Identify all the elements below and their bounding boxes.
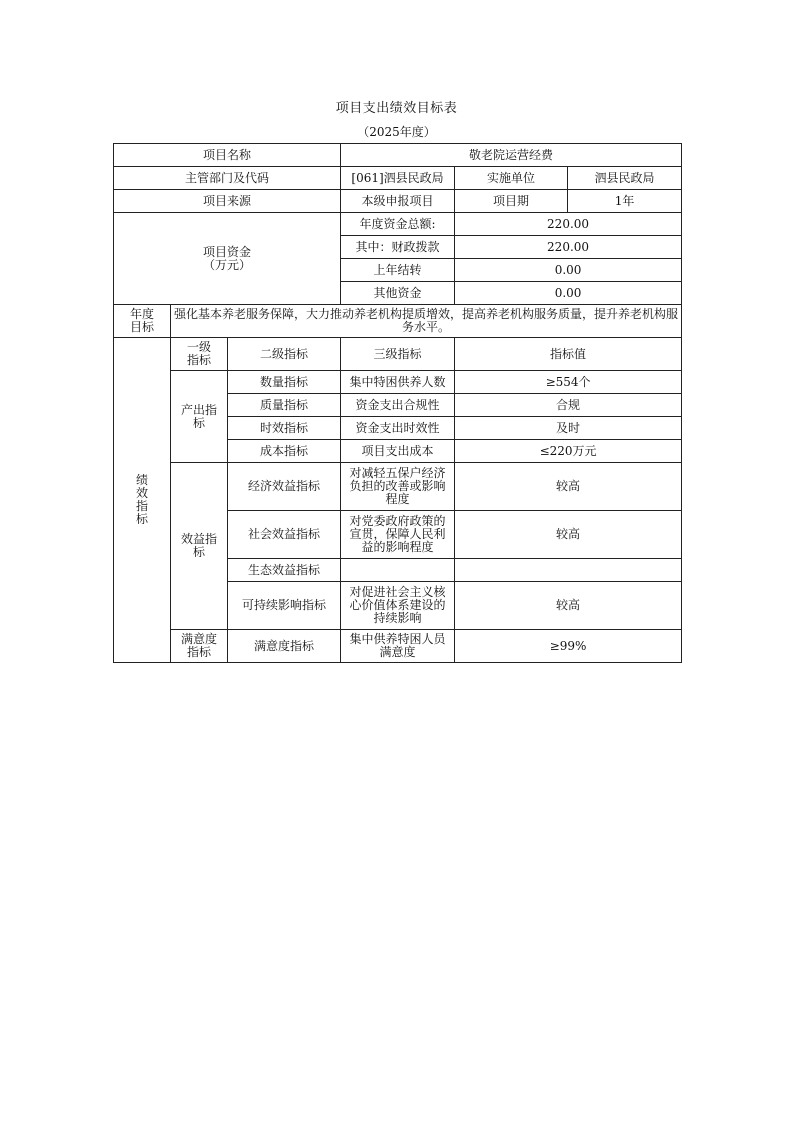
source-value: 本级申报项目 bbox=[341, 190, 455, 213]
row-annual-goal bbox=[114, 305, 682, 338]
indicators-section-label-char: 指 bbox=[135, 499, 148, 513]
goal-label-line2: 目标 bbox=[129, 320, 154, 334]
funds-total-label: 年度资金总额: bbox=[341, 213, 455, 236]
indicators-section-label-char: 效 bbox=[135, 486, 148, 500]
satisfaction-l2: 满意度指标 bbox=[228, 630, 341, 663]
header-level1-line2: 指标 bbox=[186, 353, 211, 367]
output-l2-quality: 质量指标 bbox=[228, 394, 341, 417]
goal-label-line1: 年度 bbox=[129, 307, 154, 321]
satisfaction-l3-line: 集中供养特困人员 bbox=[349, 632, 446, 646]
benefit-l3-economic-line: 负担的改善或影响 bbox=[349, 479, 446, 493]
benefit-l2-social: 社会效益指标 bbox=[228, 511, 341, 559]
satisfaction-label-line1: 满意度 bbox=[180, 632, 217, 646]
row-department bbox=[114, 167, 682, 190]
satisfaction-l3 bbox=[341, 630, 455, 663]
benefit-l3-economic-line: 程度 bbox=[385, 492, 410, 506]
source-label: 项目来源 bbox=[114, 190, 341, 213]
performance-target-table bbox=[113, 143, 682, 663]
funds-label-line1: 项目资金 bbox=[203, 244, 252, 259]
output-value-timeliness: 及时 bbox=[455, 417, 682, 440]
goal-label bbox=[114, 305, 171, 338]
benefit-value-sustainable: 较高 bbox=[455, 582, 682, 630]
document-year: （2025年度） bbox=[357, 125, 436, 139]
dept-value: [061]泗县民政局 bbox=[341, 167, 455, 190]
indicators-section-label bbox=[114, 338, 171, 663]
benefit-l3-economic-line: 对减轻五保户经济 bbox=[349, 466, 446, 480]
benefit-l3-sustainable-line: 心价值体系建设的 bbox=[349, 598, 446, 612]
header-level1-line1: 一级 bbox=[186, 340, 211, 354]
period-label: 项目期 bbox=[455, 190, 568, 213]
impl-unit-value: 泗县民政局 bbox=[568, 167, 682, 190]
funds-carryover-value: 0.00 bbox=[455, 259, 682, 282]
benefit-l3-economic bbox=[341, 463, 455, 511]
benefit-l3-ecological bbox=[341, 559, 455, 582]
benefit-label-line2: 标 bbox=[192, 545, 205, 559]
dept-label: 主管部门及代码 bbox=[114, 167, 341, 190]
funds-carryover-label: 上年结转 bbox=[341, 259, 455, 282]
benefit-indicator-label bbox=[171, 463, 228, 630]
header-value: 指标值 bbox=[455, 338, 682, 371]
header-level1 bbox=[171, 338, 228, 371]
header-level2: 二级指标 bbox=[228, 338, 341, 371]
benefit-value-economic: 较高 bbox=[455, 463, 682, 511]
output-indicator-label bbox=[171, 371, 228, 463]
indicators-section-label-text bbox=[117, 474, 167, 526]
funds-total-value: 220.00 bbox=[455, 213, 682, 236]
funds-fiscal-value: 220.00 bbox=[455, 236, 682, 259]
output-value-cost: ≤220万元 bbox=[455, 440, 682, 463]
project-name-label: 项目名称 bbox=[114, 144, 341, 167]
output-l3-quantity: 集中特困供养人数 bbox=[341, 371, 455, 394]
benefit-l3-sustainable bbox=[341, 582, 455, 630]
satisfaction-indicator-label bbox=[171, 630, 228, 663]
output-l2-cost: 成本指标 bbox=[228, 440, 341, 463]
table-row bbox=[114, 630, 682, 663]
output-l2-quantity: 数量指标 bbox=[228, 371, 341, 394]
output-value-quantity: ≥554个 bbox=[455, 371, 682, 394]
indicators-section-label-char: 绩 bbox=[135, 473, 148, 487]
period-value: 1年 bbox=[568, 190, 682, 213]
satisfaction-label-line2: 指标 bbox=[186, 645, 211, 659]
output-label-line1: 产出指 bbox=[180, 402, 217, 417]
benefit-l3-social bbox=[341, 511, 455, 559]
funds-label bbox=[114, 213, 341, 305]
output-l3-quality: 资金支出合规性 bbox=[341, 394, 455, 417]
benefit-label-line1: 效益指 bbox=[180, 532, 217, 546]
indicators-section-label-char: 标 bbox=[135, 512, 148, 526]
impl-unit-label: 实施单位 bbox=[455, 167, 568, 190]
benefit-l3-sustainable-line: 对促进社会主义核 bbox=[349, 585, 446, 599]
row-funds-total bbox=[114, 213, 682, 236]
row-project-name bbox=[114, 144, 682, 167]
row-indicator-headers bbox=[114, 338, 682, 371]
goal-text: 强化基本养老服务保障，大力推动养老机构提质增效，提高养老机构服务质量，提升养老机构服务水平。 bbox=[171, 305, 682, 338]
table-row bbox=[114, 371, 682, 394]
satisfaction-value: ≥99% bbox=[455, 630, 682, 663]
funds-other-value: 0.00 bbox=[455, 282, 682, 305]
row-source bbox=[114, 190, 682, 213]
table-row bbox=[114, 463, 682, 511]
funds-other-label: 其他资金 bbox=[341, 282, 455, 305]
benefit-l3-social-line: 对党委政府政策的 bbox=[349, 514, 446, 528]
output-label-line2: 标 bbox=[192, 415, 205, 430]
benefit-l2-sustainable: 可持续影响指标 bbox=[228, 582, 341, 630]
benefit-l3-social-line: 宣贯，保障人民利 bbox=[349, 527, 446, 541]
benefit-l2-economic: 经济效益指标 bbox=[228, 463, 341, 511]
output-l3-timeliness: 资金支出时效性 bbox=[341, 417, 455, 440]
benefit-value-social: 较高 bbox=[455, 511, 682, 559]
output-l2-timeliness: 时效指标 bbox=[228, 417, 341, 440]
output-value-quality: 合规 bbox=[455, 394, 682, 417]
benefit-l2-ecological: 生态效益指标 bbox=[228, 559, 341, 582]
project-name-value: 敬老院运营经费 bbox=[341, 144, 682, 167]
funds-label-line2: （万元） bbox=[203, 257, 252, 272]
satisfaction-l3-line: 满意度 bbox=[379, 645, 416, 659]
funds-fiscal-label: 其中：财政拨款 bbox=[341, 236, 455, 259]
benefit-value-ecological bbox=[455, 559, 682, 582]
document-title: 项目支出绩效目标表 bbox=[335, 101, 458, 116]
benefit-l3-sustainable-line: 持续影响 bbox=[373, 611, 422, 625]
benefit-l3-social-line: 益的影响程度 bbox=[361, 540, 434, 554]
header-level3: 三级指标 bbox=[341, 338, 455, 371]
output-l3-cost: 项目支出成本 bbox=[341, 440, 455, 463]
